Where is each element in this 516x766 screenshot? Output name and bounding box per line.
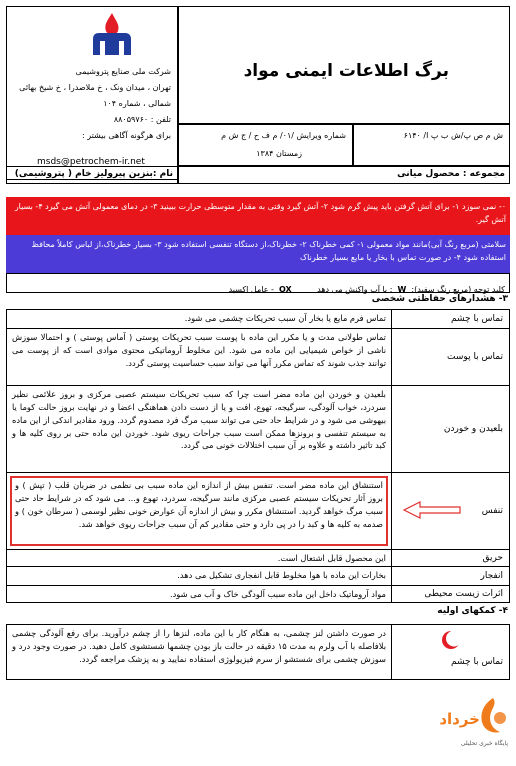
special-key-label: کلید توجه (مربع رنگ سفید): [411, 285, 505, 294]
hazard-white-band [6, 273, 510, 293]
product-group: مجموعه : محصول میانی [397, 169, 505, 179]
watermark-logo-icon [476, 696, 510, 736]
section4-title: ۴- کمکهای اولیه [437, 606, 508, 616]
company-address-1: تهران ، میدان ونک ، خ ملاصدرا ، خ شیخ بهائی [19, 83, 171, 92]
doc-code: ش م ص پ/ش ب پ ا/ ۶۱۴۰ [403, 131, 503, 140]
doc-code-box [353, 124, 510, 166]
row-label-explosion: انفجار [391, 566, 510, 586]
row-text-environment: مواد آروماتیک داخل این ماده سبب آلودگی خاک و آب می شود. [6, 585, 392, 603]
row-label-fire: حریق [391, 549, 510, 567]
row-label-environment: اثرات زیست محیطی [391, 585, 510, 603]
page-title: برگ اطلاعات ایمنی مواد [243, 61, 449, 81]
section3-title: ۳- هشدارهای حفاظتی شخصی [371, 294, 508, 304]
row-cell-inhalation [6, 472, 392, 550]
row-text-inhalation: استنشاق این ماده مضر است. تنفس بیش از اندازه این ماده سبب بی نظمی در ضربان قلب ( تپش ) و بروز آثار تحریکات سیستم عصبی مرکزی مانند سرگیجه، سردرد، تهوع و... می شود که در شرایط حاد حتی سبب مرگ خواهد گردید. استنشاق مکرر و بیش از اندازه آن عوارض خونی نظیر لوسمی ( سرطان خون ) و صدمه به کلیه ها و کبد را در پی دارد و حتی مقادیر کم آن سبب جراحات ریوی خواهد شد. [10, 476, 388, 546]
oxidizer-code: OX [279, 285, 292, 294]
company-info-label: برای هرگونه آگاهی بیشتر : [81, 131, 171, 140]
oxidizer-text: - عامل اکسید [228, 285, 274, 294]
revision-text: شماره ویرایش /۰۱/ م ف ح / ج ش م [221, 131, 346, 140]
revision-season: زمستان ۱۳۸۴ [256, 149, 302, 158]
company-name: شرکت ملی صنایع پتروشیمی [75, 67, 171, 76]
row-label-ingestion: بلعیدن و خوردن [391, 385, 510, 473]
nipc-logo-icon [87, 11, 137, 57]
row-text-ingestion: بلعیدن و خوردن این ماده مضر است چرا که سبب تحریکات سیستم عصبی مرکزی و بروز علائمی نظیر سردرد، خواب آلودگی، سرگیجه، تهوع، افت و یا از دست دادن هماهنگی اعضا و در نهایت بروز حالت کوما یا بیهوشی می شود و در شرایط حاد حتی می تواند سبب مرگ فرد مصدوم گردد. ورود مقادیر اندکی از این ماده به سیستم تنفسی و برونزها ممکن است سبب جراحات ریوی شود. خوردن این ماده حتی بر روی کلیه ها و کبد تاثیر داشته و علاوه بر آن سبب اختلالات خونی می گردد. [6, 385, 392, 473]
company-phone: تلفن : ۸۸۰۵۹۷۶۰ [113, 115, 171, 124]
first-aid-eye-label: تماس با چشم [451, 657, 503, 667]
watermark-brand: خرداد [439, 710, 480, 728]
hazard-red-band [6, 197, 510, 235]
company-email[interactable]: msds@petrochem-ir.net [37, 157, 145, 167]
first-aid-eye-text: در صورت داشتن لنز چشمی، به هنگام کار با این ماده، لنزها را از چشم درآورید. برای رفع آلودگی چشمی بلافاصله با آب ولرم به مدت ۱۵ دقیقه در حالت باز بودن چشمها شستشوی کامل دهید. در صورت وجود درد و سوزش چشمی برای شستشو از سرم فیزیولوژی استفاده نمایید و به پزشک مراجعه گردد. [6, 624, 392, 680]
revision-box [178, 124, 353, 166]
hazard-blue-band [6, 235, 510, 273]
company-address-2: شمالی ، شماره ۱۰۴ [103, 99, 171, 108]
header-title-box [178, 6, 510, 124]
water-reactive-code: W [397, 285, 407, 294]
water-reactive-text: : با آب واکنش می دهد [317, 285, 393, 294]
first-aid-eye-label-cell [391, 624, 510, 680]
row-label-skin: تماس با پوست [391, 328, 510, 386]
flammability-text: ۰- نمی سوزد ۱- برای آتش گرفتن باید پیش گرم شود ۲- آتش گیرد وقتی به مقدار متوسطی حرارت ببینید ۳- در دمای معمولی آتش می گیرد ۴- بسیار آتش گیر. [14, 202, 506, 225]
arrow-left-icon [402, 500, 462, 520]
row-label-inhalation: تنفس [391, 472, 510, 550]
row-text-fire: این محصول قابل اشتعال است. [6, 549, 392, 567]
product-name-box [6, 166, 178, 184]
row-label-eye: تماس با چشم [391, 309, 510, 329]
header-company-box [6, 6, 178, 180]
health-text: سلامتی (مربع رنگ آبی)مانند مواد معمولی ۱- کمی خطرناک ۲- خطرناک،از دستگاه تنفسی استفاده شود ۳- بسیار خطرناک،از لباس کاملاً محافظ استفاده شود ۴- در صورت تماس با بخار یا مایع بسیار خطرناک [31, 240, 506, 263]
red-crescent-icon [440, 629, 462, 651]
group-box [178, 166, 510, 184]
row-text-skin: تماس طولانی مدت و یا مکرر این ماده با پوست سبب تحریکات پوستی ( آماس پوستی ) و احتمالا سوزش ناشی از خواص شیمیایی این ماده می شود. این مخلوط آروماتیکی محتوی موادی است که از پوست می توانند جذب شوند که تماس مکرر آنها می تواند سبب حساسیت پوستی گردد. [6, 328, 392, 386]
watermark-sub: پایگاه خبری تحلیلی [460, 740, 508, 747]
row-text-eye: تماس فرم مایع یا بخار آن سبب تحریکات چشمی می شود. [6, 309, 392, 329]
product-name: نام :بنزین پیرولیز خام ( پتروشیمی) [14, 169, 173, 179]
row-text-explosion: بخارات این ماده با هوا مخلوط قابل انفجاری تشکیل می دهد. [6, 566, 392, 586]
